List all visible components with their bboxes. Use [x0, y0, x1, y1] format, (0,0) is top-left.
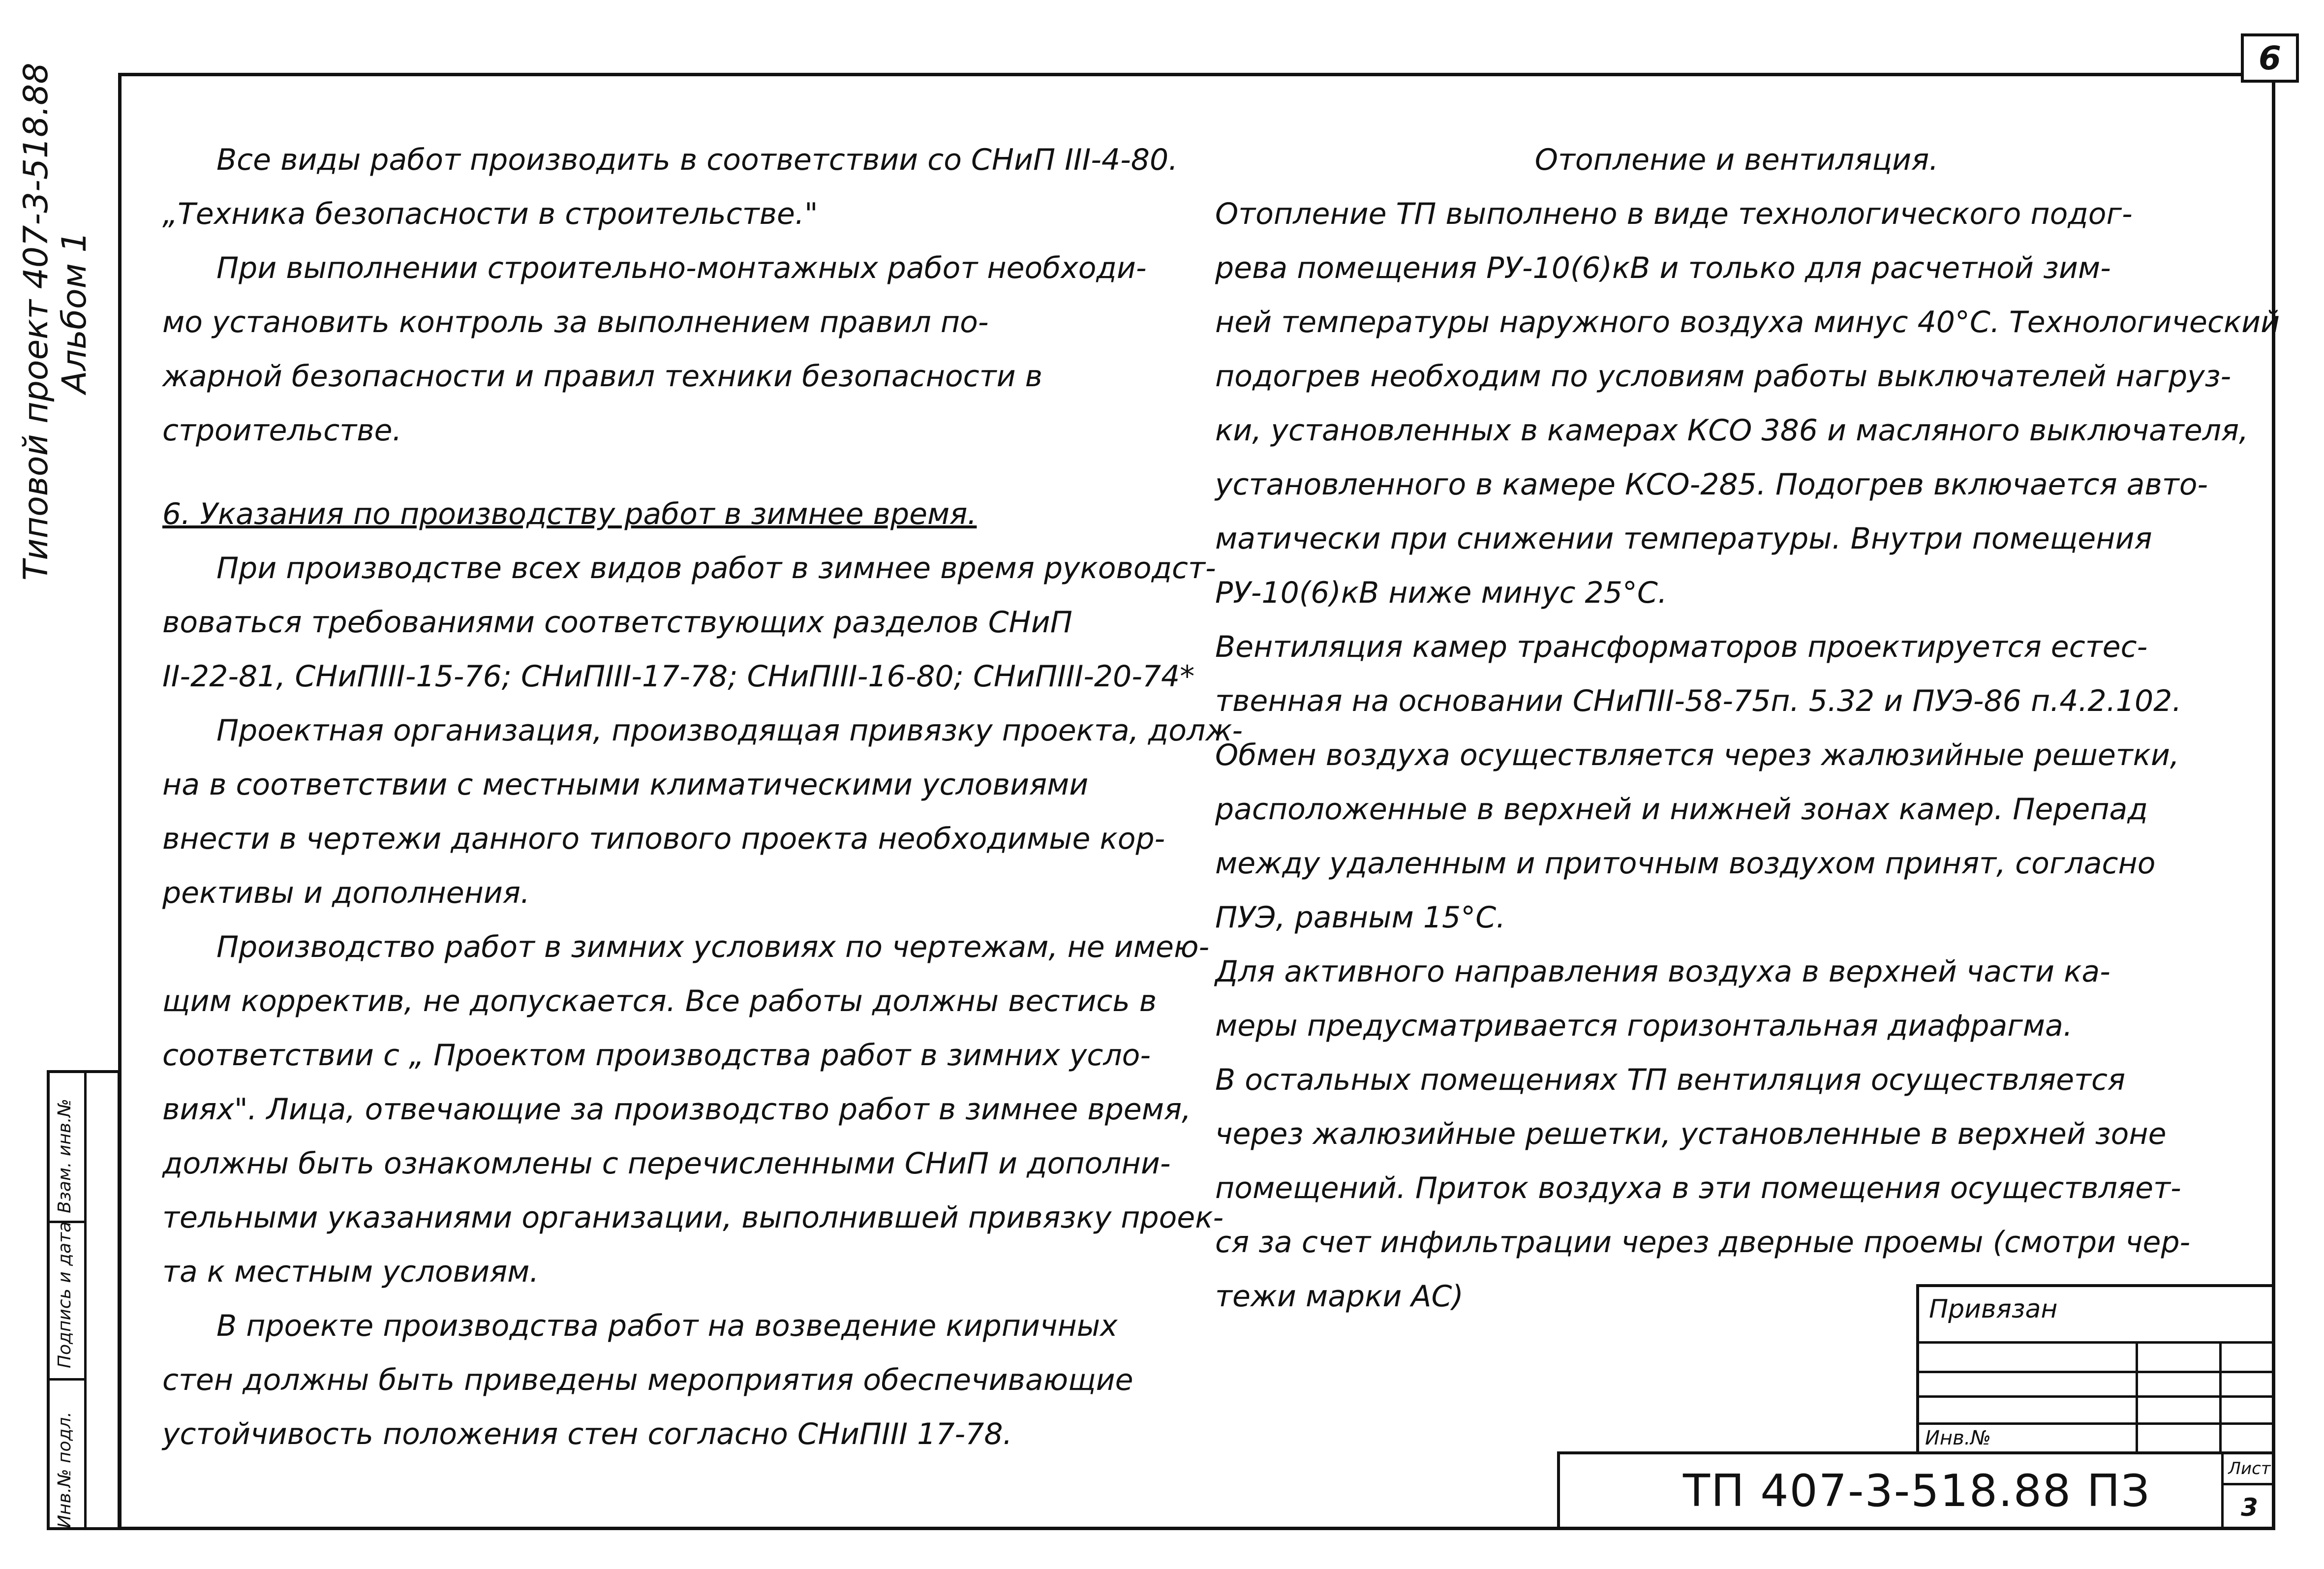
text-line: стен должны быть приведены мероприятия обеспечивающие [162, 1363, 1133, 1397]
title-block-col [2136, 1341, 2138, 1451]
right-text-column [1215, 133, 2280, 1323]
text-line: помещений. Приток воздуха в эти помещения осуществляет- [1215, 1171, 2181, 1205]
section-heading-winter-works: 6. Указания по производству работ в зимнее время. [162, 497, 977, 531]
text-line: Производство работ в зимних условиях по чертежам, не имею- [216, 930, 1210, 964]
text-line: строительстве. [162, 413, 402, 448]
side-title-album: Альбом 1 [55, 231, 94, 394]
text-line: „Техника безопасности в строительстве." [162, 197, 818, 231]
text-line: рективы и дополнения. [162, 876, 530, 910]
text-line: мо установить контроль за выполнением правил по- [162, 305, 989, 339]
title-block-main [1557, 1451, 2275, 1530]
text-line: Все виды работ производить в соответствии со СНиП III-4-80. [216, 143, 1178, 177]
text-line: В остальных помещениях ТП вентиляция осуществляется [1215, 1063, 2126, 1097]
text-line: При производстве всех видов работ в зимнее время руководст- [216, 551, 1216, 585]
text-line: II-22-81, СНиПIII-15-76; СНиПIII-17-78; СНиПIII-16-80; СНиПIII-20-74* [162, 659, 1195, 694]
text-line: ПУЭ, равным 15°С. [1215, 900, 1506, 935]
text-line: твенная на основании СНиПII-58-75п. 5.32 и ПУЭ-86 п.4.2.102. [1215, 684, 2182, 718]
stamp-label-inv-replacement: Взам. инв.№ [55, 1099, 75, 1213]
stamp-label-inv-original: Инв.№ подл. [55, 1412, 75, 1528]
text-line: между удаленным и приточным воздухом принят, согласно [1215, 846, 2156, 881]
text-line: жарной безопасности и правил техники безопасности в [162, 359, 1043, 394]
text-line: Для активного направления воздуха в верхней части ка- [1215, 954, 2110, 989]
text-line: та к местным условиям. [162, 1255, 539, 1289]
text-line: воваться требованиями соответствующих разделов СНиП [162, 605, 1072, 640]
stamp-label-signature-date: Подпись и дата [55, 1221, 75, 1368]
text-line: щим корректив, не допускается. Все работы должны вестись в [162, 984, 1157, 1018]
text-line: В проекте производства работ на возведение кирпичных [216, 1309, 1118, 1343]
title-block-row [1919, 1371, 2275, 1373]
title-block-row [1919, 1395, 2275, 1398]
text-line: Обмен воздуха осуществляется через жалюзийные решетки, [1215, 738, 2179, 772]
text-line: ней температуры наружного воздуха минус 40°С. Технологический [1215, 305, 2280, 339]
text-line: РУ-10(6)кВ ниже минус 25°С. [1215, 576, 1667, 610]
text-line: ки, установленных в камерах КСО 386 и масляного выключателя, [1215, 413, 2249, 448]
title-block-privyazka [1916, 1284, 2275, 1451]
sheet-cell [2221, 1454, 2275, 1530]
text-line: тежи марки АС) [1215, 1279, 1464, 1314]
side-title-project: Типовой проект 407-3-518.88 [17, 62, 56, 581]
text-line: меры предусматривается горизонтальная диафрагма. [1215, 1009, 2073, 1043]
text-line: должны быть ознакомлены с перечисленными СНиП и дополни- [162, 1146, 1171, 1181]
side-title [17, 39, 94, 581]
text-line: При выполнении строительно-монтажных работ необходи- [216, 251, 1147, 285]
section-heading-heating-ventilation: Отопление и вентиляция. [1534, 143, 1939, 177]
privyazan-label: Привязан [1929, 1294, 2058, 1324]
text-line: Проектная организация, производящая привязку проекта, долж- [216, 713, 1243, 748]
text-line: виях". Лица, отвечающие за производство работ в зимнее время, [162, 1092, 1192, 1127]
text-line: рева помещения РУ-10(6)кВ и только для расчетной зим- [1215, 251, 2111, 285]
text-line: Вентиляция камер трансформаторов проектируется естес- [1215, 630, 2148, 664]
text-line: соответствии с „ Проектом производства работ в зимних усло- [162, 1038, 1151, 1073]
text-line: подогрев необходим по условиям работы выключателей нагруз- [1215, 359, 2232, 394]
text-line: внести в чертежи данного типового проекта необходимые кор- [162, 822, 1165, 856]
text-line: установленного в камере КСО-285. Подогрев включается авто- [1215, 467, 2208, 502]
text-line: через жалюзийные решетки, установленные в верхней зоне [1215, 1117, 2167, 1151]
text-line: Отопление ТП выполнено в виде технологического подог- [1215, 197, 2133, 231]
document-code: ТП 407-3-518.88 ПЗ [1683, 1465, 2151, 1517]
text-line: ся за счет инфильтрации через дверные проемы (смотри чер- [1215, 1225, 2191, 1260]
sheet-label: Лист [2224, 1454, 2275, 1485]
title-block-col [2219, 1341, 2222, 1451]
text-line: матически при снижении температуры. Внутри помещения [1215, 522, 2152, 556]
text-line: тельными указаниями организации, выполнившей привязку проек- [162, 1200, 1224, 1235]
title-block-row [1919, 1341, 2275, 1344]
title-block-row [1919, 1422, 2275, 1425]
paragraph-gap [162, 458, 1195, 487]
text-line: на в соответствии с местными климатическими условиями [162, 768, 1089, 802]
inv-label: Инв.№ [1925, 1427, 1991, 1449]
text-line: устойчивость положения стен согласно СНиПIII 17-78. [162, 1417, 1012, 1451]
sheet-value: 3 [2241, 1493, 2258, 1522]
approval-stamp [47, 1070, 121, 1530]
left-text-column [162, 133, 1243, 1461]
text-line: расположенные в верхней и нижней зонах камер. Перепад [1215, 792, 2148, 827]
sheet-number: 6 [2241, 33, 2299, 83]
